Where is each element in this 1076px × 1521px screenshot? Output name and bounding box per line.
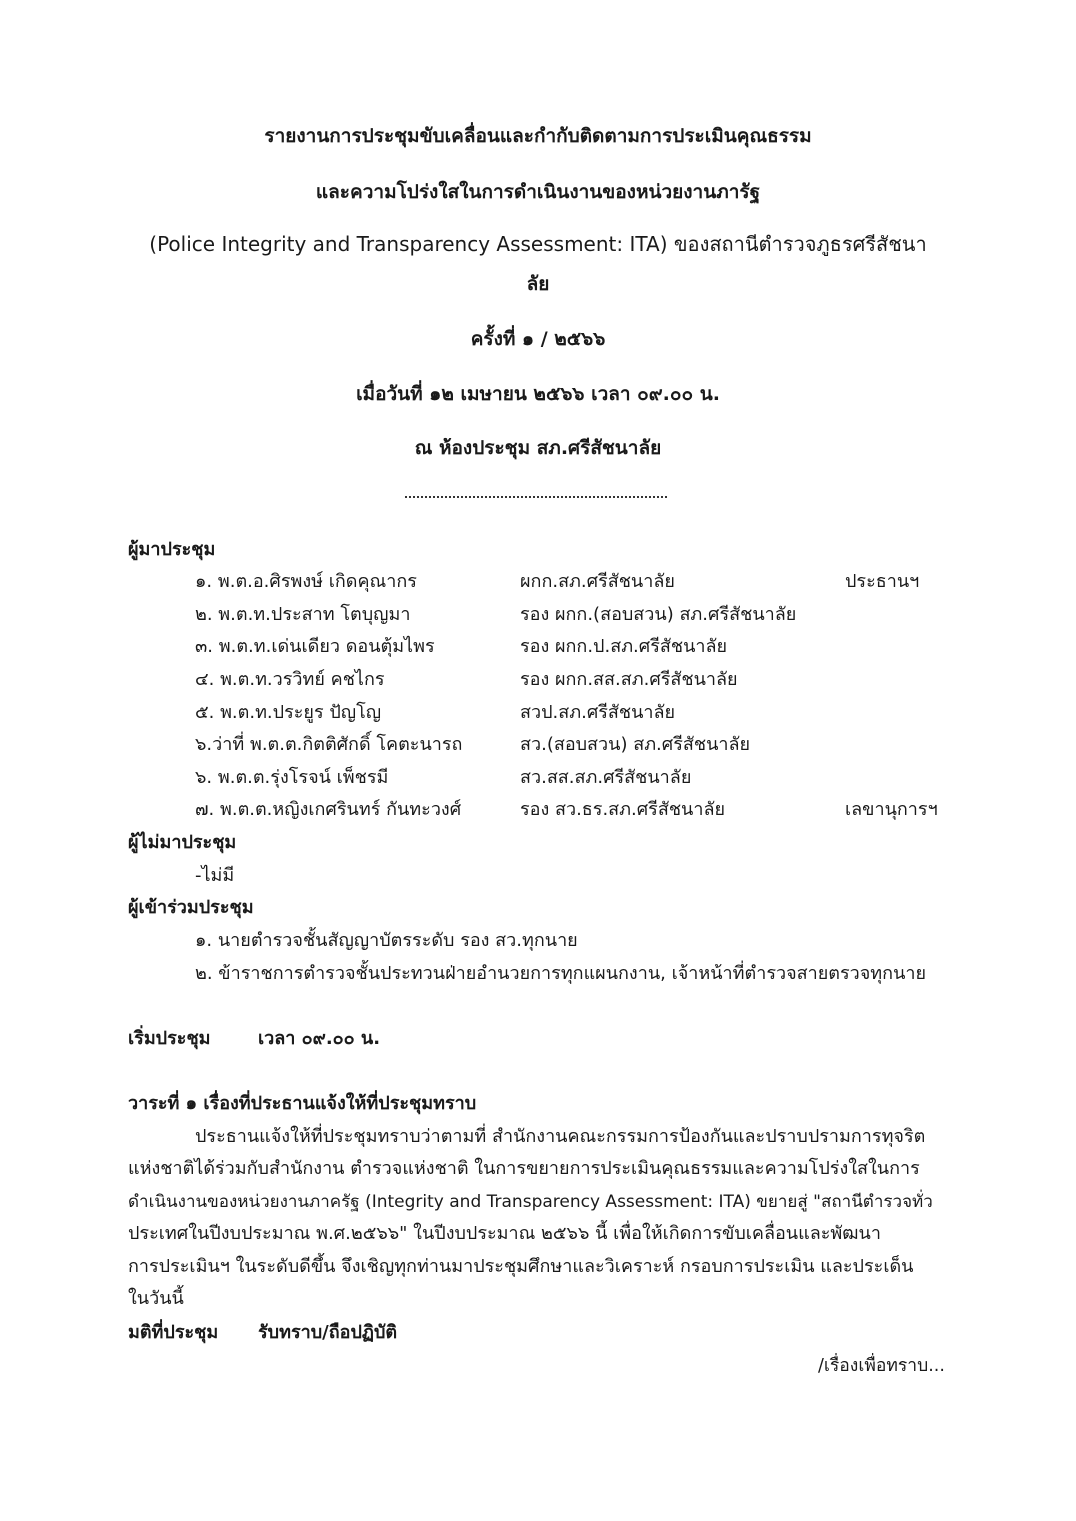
continuation-note: /เรื่องเพื่อทราบ... xyxy=(818,1356,945,1376)
meeting-place: ณ ห้องประชุม สภ.ศรีสัชนาลัย xyxy=(414,437,662,459)
attendees-heading: ผู้มาประชุม xyxy=(128,539,216,560)
participants-heading: ผู้เข้าร่วมประชุม xyxy=(128,897,254,918)
start-label: เริ่มประชุม xyxy=(128,1028,211,1049)
attendee-role: เลขานุการฯ xyxy=(845,799,938,820)
attendee-name: ๖. พ.ต.ต.รุ่งโรจน์ เพ็ชรมี xyxy=(195,767,389,788)
participant-item: ๒. ข้าราชการตำรวจชั้นประทวนฝ่ายอำนวยการทุกแผนกงาน, เจ้าหน้าที่ตำรวจสายตรวจทุกนาย xyxy=(195,963,927,984)
header-divider xyxy=(405,496,667,498)
attendee-name: ๑. พ.ต.อ.ศิรพงษ์ เกิดคุณากร xyxy=(195,571,417,592)
agenda-1-line: ประเทศในปีงบประมาณ พ.ศ.๒๕๖๖" ในปีงบประมาณ ๒๕๖๖ นี้ เพื่อให้เกิดการขับเคลื่อนและพัฒนา xyxy=(128,1223,881,1244)
attendee-name: ๒. พ.ต.ท.ประสาท โตบุญมา xyxy=(195,604,411,625)
title-line-3: (Police Integrity and Transparency Assessment: ITA) ของสถานีตำรวจภูธรศรีสัชนา xyxy=(149,232,927,256)
agenda-1-line: การประเมินฯ ในระดับดีขึ้น จึงเชิญทุกท่านมาประชุมศึกษาและวิเคราะห์ กรอบการประเมิน และประเด็น xyxy=(128,1256,914,1277)
resolution-text: รับทราบ/ถือปฏิบัติ xyxy=(258,1322,398,1343)
absentees-heading: ผู้ไม่มาประชุม xyxy=(128,832,237,853)
attendee-position: รอง ผกก.สส.สภ.ศรีสัชนาลัย xyxy=(520,669,738,690)
attendee-role: ประธานฯ xyxy=(845,571,920,592)
title-line-4: ลัย xyxy=(526,273,550,295)
attendee-name: ๖.ว่าที่ พ.ต.ต.กิตติศักดิ์ โคตะนารถ xyxy=(195,734,463,755)
resolution-label: มติที่ประชุม xyxy=(128,1322,219,1343)
absentees-text: -ไม่มี xyxy=(195,865,235,886)
attendee-name: ๕. พ.ต.ท.ประยูร ปัญโญ xyxy=(195,702,382,723)
participant-item: ๑. นายตำรวจชั้นสัญญาบัตรระดับ รอง สว.ทุกนาย xyxy=(195,930,578,951)
attendee-name: ๗. พ.ต.ต.หญิงเกศรินทร์ กันทะวงศ์ xyxy=(195,799,462,820)
agenda-1-line: ดำเนินงานของหน่วยงานภาครัฐ (Integrity and Transparency Assessment: ITA) ขยายสู่ "สถานีตำรวจทั่ว xyxy=(128,1192,933,1212)
title-line-1: รายงานการประชุมขับเคลื่อนและกำกับติดตามการประเมินคุณธรรม xyxy=(264,125,812,147)
attendee-position: ผกก.สภ.ศรีสัชนาลัย xyxy=(520,571,675,592)
attendee-name: ๓. พ.ต.ท.เด่นเดียว ดอนตุ้มไพร xyxy=(195,636,435,657)
title-line-2: และความโปร่งใสในการดำเนินงานของหน่วยงานภารัฐ xyxy=(315,181,761,203)
attendee-position: รอง ผกก.ป.สภ.ศรีสัชนาลัย xyxy=(520,636,728,657)
start-time: เวลา ๐๙.๐๐ น. xyxy=(258,1028,381,1049)
meeting-date: เมื่อวันที่ ๑๒ เมษายน ๒๕๖๖ เวลา ๐๙.๐๐ น. xyxy=(356,383,720,405)
attendee-position: รอง สว.ธร.สภ.ศรีสัชนาลัย xyxy=(520,799,726,820)
attendee-position: สว.(สอบสวน) สภ.ศรีสัชนาลัย xyxy=(520,734,751,755)
agenda-1-line: ในวันนี้ xyxy=(128,1288,184,1309)
agenda-1-heading: วาระที่ ๑ เรื่องที่ประธานแจ้งให้ที่ประชุมทราบ xyxy=(128,1093,477,1114)
agenda-1-line: ประธานแจ้งให้ที่ประชุมทราบว่าตามที่ สำนักงานคณะกรรมการป้องกันและปราบปรามการทุจริต xyxy=(195,1126,926,1147)
agenda-1-line: แห่งชาติได้ร่วมกับสำนักงาน ตำรวจแห่งชาติ ในการขยายการประเมินคุณธรรมและความโปร่งใสในการ xyxy=(128,1158,920,1179)
attendee-name: ๔. พ.ต.ท.วรวิทย์ คชไกร xyxy=(195,669,385,690)
attendee-position: สว.สส.สภ.ศรีสัชนาลัย xyxy=(520,767,692,788)
attendee-position: รอง ผกก.(สอบสวน) สภ.ศรีสัชนาลัย xyxy=(520,604,797,625)
attendee-position: สวป.สภ.ศรีสัชนาลัย xyxy=(520,702,676,723)
session-number: ครั้งที่ ๑ / ๒๕๖๖ xyxy=(470,328,606,350)
